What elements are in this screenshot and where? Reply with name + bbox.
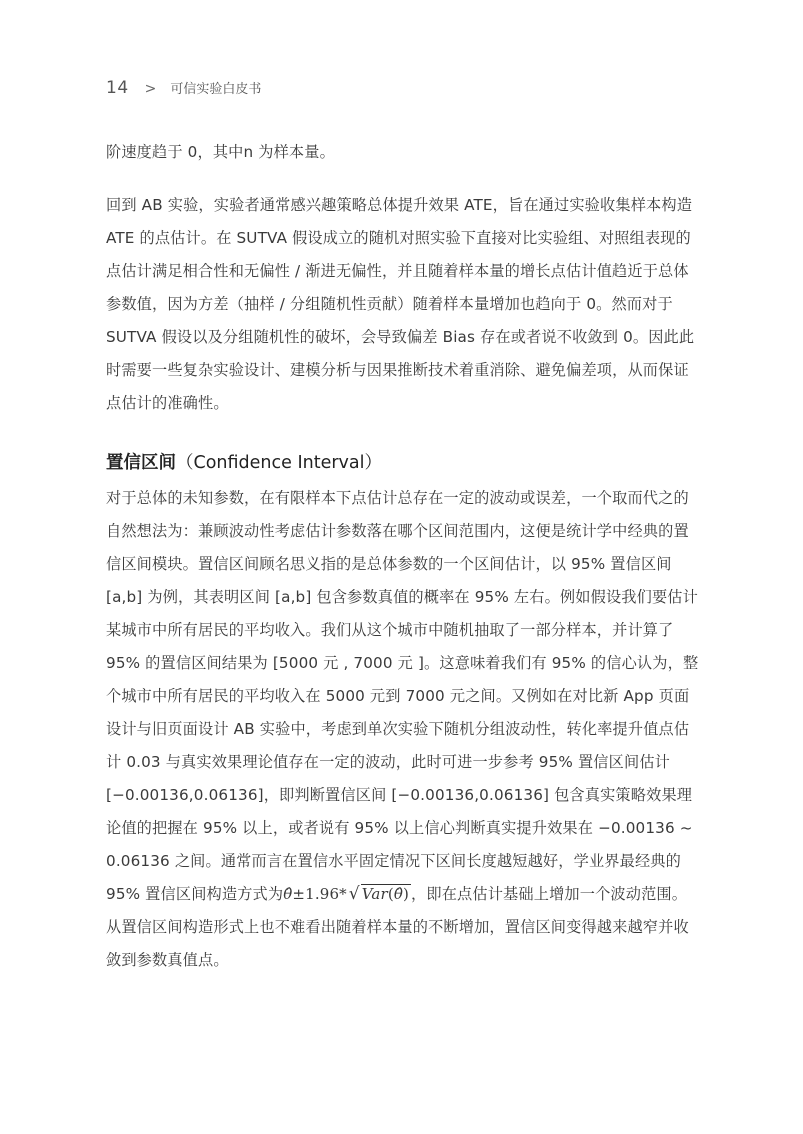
paragraph-ci-text-b: ，即在点估计基础上增加一个波动范围。从置信区间构造形式上也不难看出随着样本量的不断增加，置信区间变得越来越窄并收敛到参数真值点。 bbox=[106, 885, 689, 969]
formula-theta-hat: θ̂ bbox=[283, 885, 293, 903]
page-body bbox=[106, 136, 700, 977]
book-title: 可信实验白皮书 bbox=[170, 82, 262, 97]
paragraph-point-estimate: 回到 AB 实验，实验者通常感兴趣策略总体提升效果 ATE，旨在通过实验收集样本构造 ATE 的点估计。在 SUTVA 假设成立的随机对照实验下直接对比实验组、对照组表现的点估计满足相合性和无偏性 / 渐进无偏性，并且随着样本量的增长点估计值趋近于总体参数值，因为方差（抽样 / 分组随机性贡献）随着样本量增加也趋向于 0。然而对于 SUTVA 假设以及分组随机性的破坏，会导致偏差 Bias 存在或者说不收敛到 0。因此此时需要一些复杂实验设计、建模分析与因果推断技术着重消除、避免偏差项，从而保证点估计的准确性。 bbox=[106, 196, 695, 412]
breadcrumb-separator: > bbox=[144, 81, 157, 97]
page-header bbox=[106, 78, 261, 98]
ci-formula bbox=[283, 885, 411, 903]
formula-radicand bbox=[361, 884, 411, 903]
heading-en: （Confidence Interval） bbox=[176, 453, 382, 473]
formula-root-sign: √ bbox=[348, 884, 360, 904]
paragraph-continuation: 阶速度趋于 0，其中n 为样本量。 bbox=[106, 143, 335, 161]
formula-paren-open: ( bbox=[387, 885, 394, 903]
formula-var: Var bbox=[361, 885, 388, 903]
formula-paren-close: ) bbox=[403, 885, 410, 903]
paragraph-confidence-interval bbox=[106, 482, 700, 977]
formula-theta-hat-inner: θ̂ bbox=[393, 885, 404, 903]
heading-cn: 置信区间 bbox=[106, 453, 176, 473]
formula-pm-coef: ±1.96* bbox=[292, 885, 347, 903]
paragraph-ci-text-a: 对于总体的未知参数，在有限样本下点估计总存在一定的波动或误差，一个取而代之的自然想法为：兼顾波动性考虑估计参数落在哪个区间范围内，这便是统计学中经典的置信区间模块。置信区间顾名思义指的是总体参数的一个区间估计，以 95% 置信区间 [a,b] 为例，其表明区间 [a,b] 包含参数真值的概率在 95% 左右。例如假设我们要估计某城市中所有居民的平均收入。我们从这个城市中随机抽取了一部分样本，并计算了 95% 的置信区间结果为 [5000 元 , 7000 元 ]。这意味着我们有 95% 的信心认为，整个城市中所有居民的平均收入在 5000 元到 7000 元之间。又例如在对比新 App 页面设计与旧页面设计 AB 实验中，考虑到单次实验下随机分组波动性，转化率提升值点估计 0.03 与真实效果理论值存在一定的波动，此时可进一步参考 95% 置信区间估计 [−0.00136,0.06136]，即判断置信区间 [−0.00136,0.06136] 包含真实策略效果理论值的把握在 95% 以上，或者说有 95% 以上信心判断真实提升效果在 −0.00136 ~ 0.06136 之间。通常而言在置信水平固定情况下区间长度越短越好，学业界最经典的 95% 置信区间构造方式为 bbox=[106, 489, 699, 903]
page-number: 14 bbox=[106, 78, 129, 98]
section-heading bbox=[106, 450, 700, 476]
